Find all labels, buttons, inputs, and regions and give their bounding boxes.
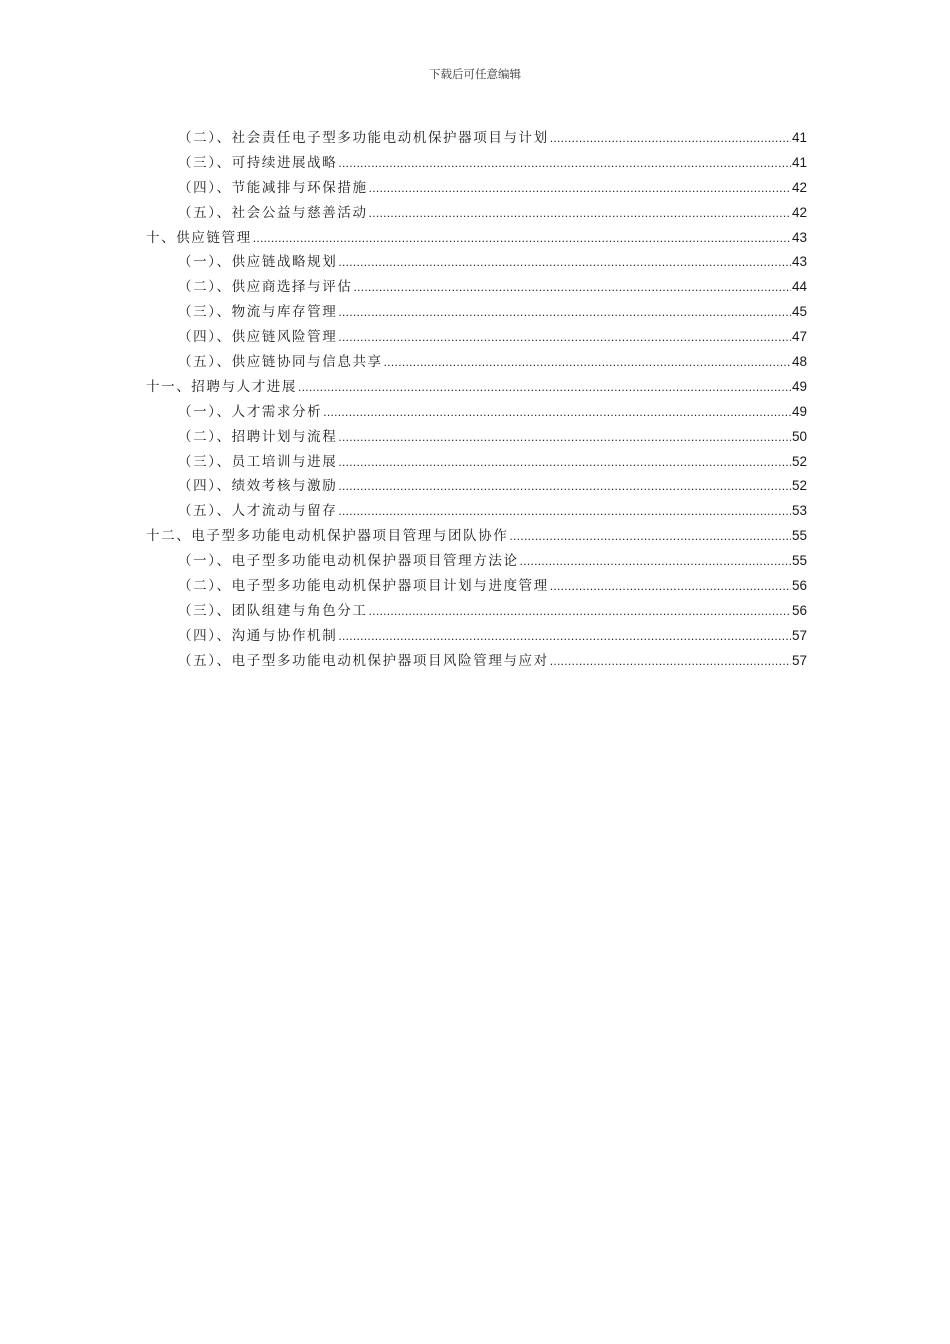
toc-entry-title: （三）、员工培训与进展 bbox=[178, 453, 338, 470]
toc-entry-page: 43 bbox=[791, 229, 807, 245]
toc-entry[interactable] bbox=[146, 250, 807, 275]
toc-entry-page: 50 bbox=[791, 428, 807, 444]
toc-dot-leader bbox=[338, 450, 791, 475]
toc-entry-title: 十二、电子型多功能电动机保护器项目管理与团队协作 bbox=[146, 528, 509, 545]
toc-entry[interactable] bbox=[146, 549, 807, 574]
toc-dot-leader bbox=[384, 350, 791, 375]
toc-entry-page: 55 bbox=[791, 553, 807, 569]
toc-entry-title: （四）、节能减排与环保措施 bbox=[178, 179, 368, 196]
toc-entry[interactable] bbox=[146, 574, 807, 599]
toc-entry[interactable] bbox=[146, 126, 807, 151]
toc-entry-page: 42 bbox=[791, 179, 807, 195]
toc-entry-title: （二）、社会责任电子型多功能电动机保护器项目与计划 bbox=[178, 130, 549, 146]
toc-entry[interactable] bbox=[146, 151, 807, 176]
toc-dot-leader bbox=[550, 574, 791, 599]
toc-entry[interactable] bbox=[146, 300, 807, 325]
toc-entry[interactable] bbox=[146, 450, 807, 475]
toc-entry-title: （五）、供应链协同与信息共享 bbox=[178, 354, 383, 371]
toc-dot-leader bbox=[550, 649, 791, 674]
toc-entry-page: 57 bbox=[791, 627, 807, 643]
toc-entry-page: 57 bbox=[791, 652, 807, 668]
toc-entry[interactable] bbox=[146, 400, 807, 425]
toc-entry-page: 56 bbox=[791, 578, 807, 594]
toc-dot-leader bbox=[338, 300, 791, 325]
toc-entry-page: 43 bbox=[791, 254, 807, 270]
toc-entry-page: 41 bbox=[791, 130, 807, 145]
toc-dot-leader bbox=[323, 400, 791, 425]
toc-entry-page: 53 bbox=[791, 503, 807, 519]
toc-entry-title: （四）、绩效考核与激励 bbox=[178, 478, 338, 495]
toc-entry-page: 49 bbox=[791, 403, 807, 419]
toc-dot-leader bbox=[509, 524, 791, 549]
toc-entry-page: 42 bbox=[791, 204, 807, 220]
toc-entry-title: （三）、可持续进展战略 bbox=[178, 154, 338, 171]
toc-entry[interactable] bbox=[146, 474, 807, 499]
toc-entry[interactable] bbox=[146, 201, 807, 226]
toc-entry-page: 55 bbox=[791, 528, 807, 544]
toc-entry-page: 52 bbox=[791, 478, 807, 494]
toc-entry[interactable] bbox=[146, 599, 807, 624]
toc-dot-leader bbox=[338, 325, 791, 350]
toc-dot-leader bbox=[338, 425, 791, 450]
toc-entry[interactable] bbox=[146, 325, 807, 350]
toc-entry-title: （一）、供应链战略规划 bbox=[178, 254, 338, 271]
toc-entry-page: 52 bbox=[791, 453, 807, 469]
toc-dot-leader bbox=[369, 176, 791, 201]
toc-entry-page: 44 bbox=[791, 279, 807, 295]
toc-dot-leader bbox=[550, 126, 791, 151]
toc-entry-title: （二）、招聘计划与流程 bbox=[178, 428, 338, 445]
toc-entry-page: 49 bbox=[791, 378, 807, 394]
page-header: 下载后可任意编辑 bbox=[429, 67, 521, 81]
toc-entry-title: （一）、电子型多功能电动机保护器项目管理方法论 bbox=[178, 553, 519, 570]
toc-dot-leader bbox=[338, 151, 791, 176]
toc-entry-title: （二）、电子型多功能电动机保护器项目计划与进度管理 bbox=[178, 578, 549, 595]
toc-entry-page: 45 bbox=[791, 304, 807, 320]
toc-entry-title: （一）、人才需求分析 bbox=[178, 403, 323, 420]
toc-entry[interactable] bbox=[146, 176, 807, 201]
toc-dot-leader bbox=[338, 250, 791, 275]
toc-entry-title: （二）、供应商选择与评估 bbox=[178, 279, 353, 296]
toc-entry[interactable] bbox=[146, 624, 807, 649]
table-of-contents bbox=[146, 126, 807, 674]
toc-dot-leader bbox=[298, 375, 791, 400]
toc-entry-page: 47 bbox=[791, 329, 807, 345]
toc-entry-title: （三）、团队组建与角色分工 bbox=[178, 602, 368, 619]
toc-chapter-entry[interactable] bbox=[146, 524, 807, 549]
toc-entry-title: 十一、招聘与人才进展 bbox=[146, 378, 297, 395]
toc-entry[interactable] bbox=[146, 649, 807, 674]
toc-chapter-entry[interactable] bbox=[146, 226, 807, 251]
toc-entry-title: （五）、人才流动与留存 bbox=[178, 503, 338, 520]
toc-entry-page: 41 bbox=[791, 154, 807, 170]
toc-dot-leader bbox=[369, 201, 791, 226]
toc-entry-title: （四）、供应链风险管理 bbox=[178, 329, 338, 346]
toc-entry-title: 十、供应链管理 bbox=[146, 229, 252, 246]
toc-dot-leader bbox=[253, 226, 791, 251]
toc-entry[interactable] bbox=[146, 275, 807, 300]
toc-dot-leader bbox=[520, 549, 791, 574]
toc-dot-leader bbox=[338, 499, 791, 524]
toc-dot-leader bbox=[338, 624, 791, 649]
toc-entry-title: （三）、物流与库存管理 bbox=[178, 304, 338, 321]
toc-entry[interactable] bbox=[146, 425, 807, 450]
toc-entry-title: （四）、沟通与协作机制 bbox=[178, 627, 338, 644]
toc-dot-leader bbox=[369, 599, 791, 624]
toc-dot-leader bbox=[338, 474, 791, 499]
toc-chapter-entry[interactable] bbox=[146, 375, 807, 400]
toc-entry[interactable] bbox=[146, 350, 807, 375]
toc-entry-title: （五）、电子型多功能电动机保护器项目风险管理与应对 bbox=[178, 652, 549, 669]
toc-entry-page: 48 bbox=[791, 354, 807, 370]
toc-entry-title: （五）、社会公益与慈善活动 bbox=[178, 204, 368, 221]
toc-dot-leader bbox=[353, 275, 791, 300]
toc-entry-page: 56 bbox=[791, 602, 807, 618]
toc-entry[interactable] bbox=[146, 499, 807, 524]
